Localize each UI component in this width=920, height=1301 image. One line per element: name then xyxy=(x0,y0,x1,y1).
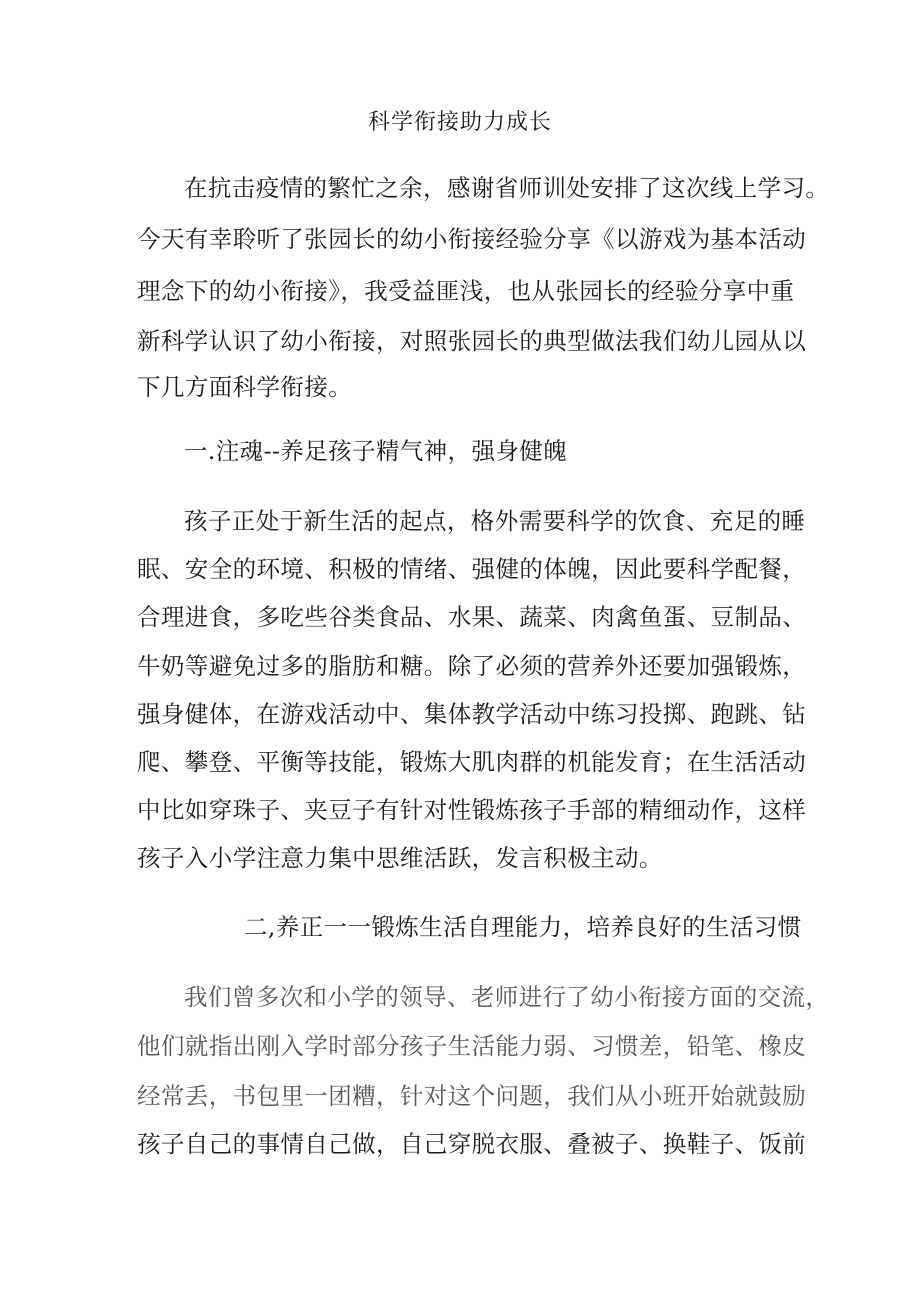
section1-line: 眠、安全的环境、积极的情绪、强健的体魄，因此要科学配餐， xyxy=(137,555,807,583)
section1-line: 中比如穿珠子、夹豆子有针对性锻炼孩子手部的精细动作，这样 xyxy=(137,796,807,824)
intro-line: 在抗击疫情的繁忙之余，感谢省师训处安排了这次线上学习。 xyxy=(184,174,830,202)
section2-line: 孩子自己的事情自己做，自己穿脱衣服、叠被子、换鞋子、饭前 xyxy=(137,1130,807,1158)
intro-line: 新科学认识了幼小衔接，对照张园长的典型做法我们幼儿园从以 xyxy=(137,327,807,355)
section2-line: 他们就指出刚入学时部分孩子生活能力弱、习惯差，铅笔、橡皮 xyxy=(137,1032,807,1060)
document-title: 科学衔接助力成长 xyxy=(367,110,552,135)
section1-line: 合理进食，多吃些谷类食品、水果、蔬菜、肉禽鱼蛋、豆制品、 xyxy=(137,603,807,631)
section-heading-1: 一.注魂--养足孩子精气神，强身健魄 xyxy=(184,437,568,465)
section2-line: 经常丢，书包里一团糟，针对这个问题，我们从小班开始就鼓励 xyxy=(137,1082,807,1110)
section2-line: 我们曾多次和小学的领导、老师进行了幼小衔接方面的交流， xyxy=(184,983,830,1011)
section1-line: 牛奶等避免过多的脂肪和糖。除了必须的营养外还要加强锻炼， xyxy=(137,652,807,680)
section1-line: 强身健体，在游戏活动中、集体教学活动中练习投掷、跑跳、钻 xyxy=(137,700,807,728)
section1-line: 孩子入小学注意力集中思维活跃，发言积极主动。 xyxy=(137,844,663,872)
section1-line: 孩子正处于新生活的起点，格外需要科学的饮食、充足的睡 xyxy=(184,507,806,535)
section1-line: 爬、攀登、平衡等技能，锻炼大肌肉群的机能发育；在生活活动 xyxy=(137,748,807,776)
intro-line: 今天有幸聆听了张园长的幼小衔接经验分享《以游戏为基本活动 xyxy=(137,225,807,253)
intro-line: 理念下的幼小衔接》，我受益匪浅，也从张园长的经验分享中重 xyxy=(137,277,795,305)
section-heading-2: 二,养正一一锻炼生活自理能力，培养良好的生活习惯 xyxy=(244,913,802,941)
intro-line: 下几方面科学衔接。 xyxy=(137,373,353,401)
